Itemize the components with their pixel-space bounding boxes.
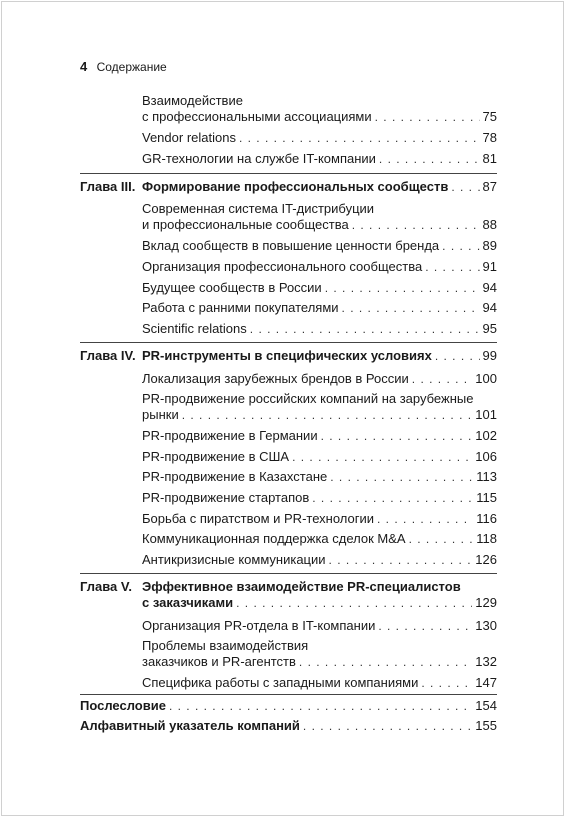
- toc-page-number: 115: [476, 490, 497, 505]
- toc-entry-text: Алфавитный указатель компаний: [80, 718, 300, 733]
- leader-dots: [442, 237, 479, 255]
- toc-entry-text: Vendor relations: [142, 130, 236, 145]
- toc-entry-text: PR-продвижение в США: [142, 449, 290, 464]
- toc-entry[interactable]: [142, 653, 497, 671]
- leader-dots: [342, 299, 480, 317]
- toc-page-number: 100: [475, 371, 497, 386]
- leader-dots: [451, 178, 479, 196]
- leader-dots: [425, 258, 479, 276]
- toc-entry[interactable]: [142, 510, 497, 528]
- toc-entry-text: Антикризисные коммуникации: [142, 552, 326, 567]
- toc-entry[interactable]: [142, 674, 497, 692]
- chapter-label: Глава IV.: [80, 348, 136, 363]
- toc-entry-text: и профессиональные сообщества: [142, 217, 349, 232]
- toc-entry-text: заказчиков и PR-агентств: [142, 654, 296, 669]
- toc-page-number: 147: [475, 675, 497, 690]
- toc-entry[interactable]: [142, 551, 497, 569]
- toc-entry[interactable]: [142, 320, 497, 338]
- leader-dots: [421, 674, 472, 692]
- toc-entry-text: Организация PR-отдела в IT-компании: [142, 618, 376, 633]
- toc-entry-text: GR-технологии на службе IT-компании: [142, 151, 376, 166]
- leader-dots: [236, 594, 472, 612]
- leader-dots: [375, 108, 480, 126]
- leader-dots: [377, 510, 473, 528]
- leader-dots: [321, 427, 473, 445]
- toc-page-number: 106: [475, 449, 497, 464]
- leader-dots: [352, 216, 480, 234]
- chapter-title: с заказчиками: [142, 595, 234, 610]
- toc-entry-text: Борьба с пиратством и PR-технологии: [142, 511, 375, 526]
- chapter-label: Глава V.: [80, 579, 132, 594]
- toc-entry-text: PR-продвижение в Казахстане: [142, 469, 328, 484]
- toc-entry-text: Scientific relations: [142, 321, 247, 336]
- toc-entry-text: Организация профессионального сообщества: [142, 259, 423, 274]
- leader-dots: [412, 370, 473, 388]
- toc-entry[interactable]: [142, 258, 497, 276]
- toc-entry[interactable]: [142, 370, 497, 388]
- toc-entry[interactable]: [142, 108, 497, 126]
- toc-page-number: 102: [475, 428, 497, 443]
- section-title: Содержание: [96, 60, 167, 74]
- toc-entry-afterword[interactable]: [80, 697, 497, 715]
- leader-dots: [169, 697, 472, 715]
- toc-page-number: 88: [482, 217, 497, 232]
- leader-dots: [299, 653, 472, 671]
- toc-entry-line1: Современная система IT-дистрибуции: [142, 201, 375, 216]
- toc-entry-text: Послесловие: [80, 698, 166, 713]
- leader-dots: [182, 406, 473, 424]
- chapter-title: PR-инструменты в специфических условиях: [142, 348, 432, 363]
- toc-entry-text: PR-продвижение стартапов: [142, 490, 310, 505]
- leader-dots: [435, 347, 480, 365]
- toc-page-number: 78: [482, 130, 497, 145]
- toc-page-number: 113: [476, 469, 497, 484]
- leader-dots: [330, 468, 473, 486]
- toc-entry-text: Работа с ранними покупателями: [142, 300, 339, 315]
- toc-entry[interactable]: [142, 617, 497, 635]
- toc-entry[interactable]: [142, 448, 497, 466]
- toc-page-number: 94: [482, 300, 497, 315]
- toc-entry-text: рынки: [142, 407, 179, 422]
- toc-page-number: 101: [475, 407, 497, 422]
- chapter-title-line1: Эффективное взаимодействие PR-специалистов: [142, 579, 461, 594]
- leader-dots: [378, 617, 472, 635]
- toc-entry-line1: Взаимодействие: [142, 93, 243, 108]
- chapter-divider: [80, 694, 497, 695]
- toc-entry[interactable]: [142, 279, 497, 297]
- toc-entry[interactable]: [142, 150, 497, 168]
- chapter-label: Глава III.: [80, 179, 136, 194]
- toc-entry-line1: PR-продвижение российских компаний на зарубежные: [142, 391, 474, 406]
- chapter-heading[interactable]: [142, 594, 497, 612]
- toc-entry[interactable]: [142, 427, 497, 445]
- leader-dots: [303, 717, 472, 735]
- toc-page-number: 81: [482, 151, 497, 166]
- toc-entry[interactable]: [142, 216, 497, 234]
- toc-page-number: 132: [475, 654, 497, 669]
- toc-page-number: 75: [482, 109, 497, 124]
- toc-entry-text: Коммуникационная поддержка сделок M&A: [142, 531, 406, 546]
- toc-page-number: 99: [482, 348, 497, 363]
- toc-entry[interactable]: [142, 406, 497, 424]
- toc-entry-text: PR-продвижение в Германии: [142, 428, 318, 443]
- toc-entry[interactable]: [142, 299, 497, 317]
- chapter-heading[interactable]: [142, 347, 497, 365]
- chapter-title: Формирование профессиональных сообществ: [142, 179, 449, 194]
- toc-page-number: 116: [476, 511, 497, 526]
- toc-page-number: 94: [482, 280, 497, 295]
- toc-page-number: 130: [475, 618, 497, 633]
- leader-dots: [250, 320, 480, 338]
- leader-dots: [239, 129, 480, 147]
- leader-dots: [292, 448, 472, 466]
- toc-entry-index[interactable]: [80, 717, 497, 735]
- chapter-heading[interactable]: [142, 178, 497, 196]
- toc-entry[interactable]: [142, 129, 497, 147]
- toc-page-number: 126: [475, 552, 497, 567]
- toc-entry-text: Будущее сообществ в России: [142, 280, 322, 295]
- chapter-divider: [80, 342, 497, 343]
- toc-entry[interactable]: [142, 530, 497, 548]
- toc-page-number: 87: [482, 179, 497, 194]
- leader-dots: [325, 279, 480, 297]
- chapter-divider: [80, 573, 497, 574]
- toc-page-number: 129: [475, 595, 497, 610]
- leader-dots: [379, 150, 480, 168]
- toc-page-number: 118: [476, 531, 497, 546]
- chapter-divider: [80, 173, 497, 174]
- toc-page-number: 155: [475, 718, 497, 733]
- toc-entry-text: с профессиональными ассоциациями: [142, 109, 372, 124]
- leader-dots: [409, 530, 474, 548]
- toc-entry-text: Специфика работы с западными компаниями: [142, 675, 419, 690]
- toc-entry[interactable]: [142, 237, 497, 255]
- toc-page-number: 95: [482, 321, 497, 336]
- toc-entry-text: Локализация зарубежных брендов в России: [142, 371, 409, 386]
- toc-page-number: 89: [482, 238, 497, 253]
- toc-entry[interactable]: [142, 489, 497, 507]
- toc-page-number: 154: [475, 698, 497, 713]
- page-number: 4: [80, 59, 88, 74]
- toc-entry-text: Вклад сообществ в повышение ценности бренда: [142, 238, 440, 253]
- toc-entry[interactable]: [142, 468, 497, 486]
- toc-page-number: 91: [482, 259, 497, 274]
- leader-dots: [329, 551, 473, 569]
- leader-dots: [312, 489, 473, 507]
- toc-entry-line1: Проблемы взаимодействия: [142, 638, 309, 653]
